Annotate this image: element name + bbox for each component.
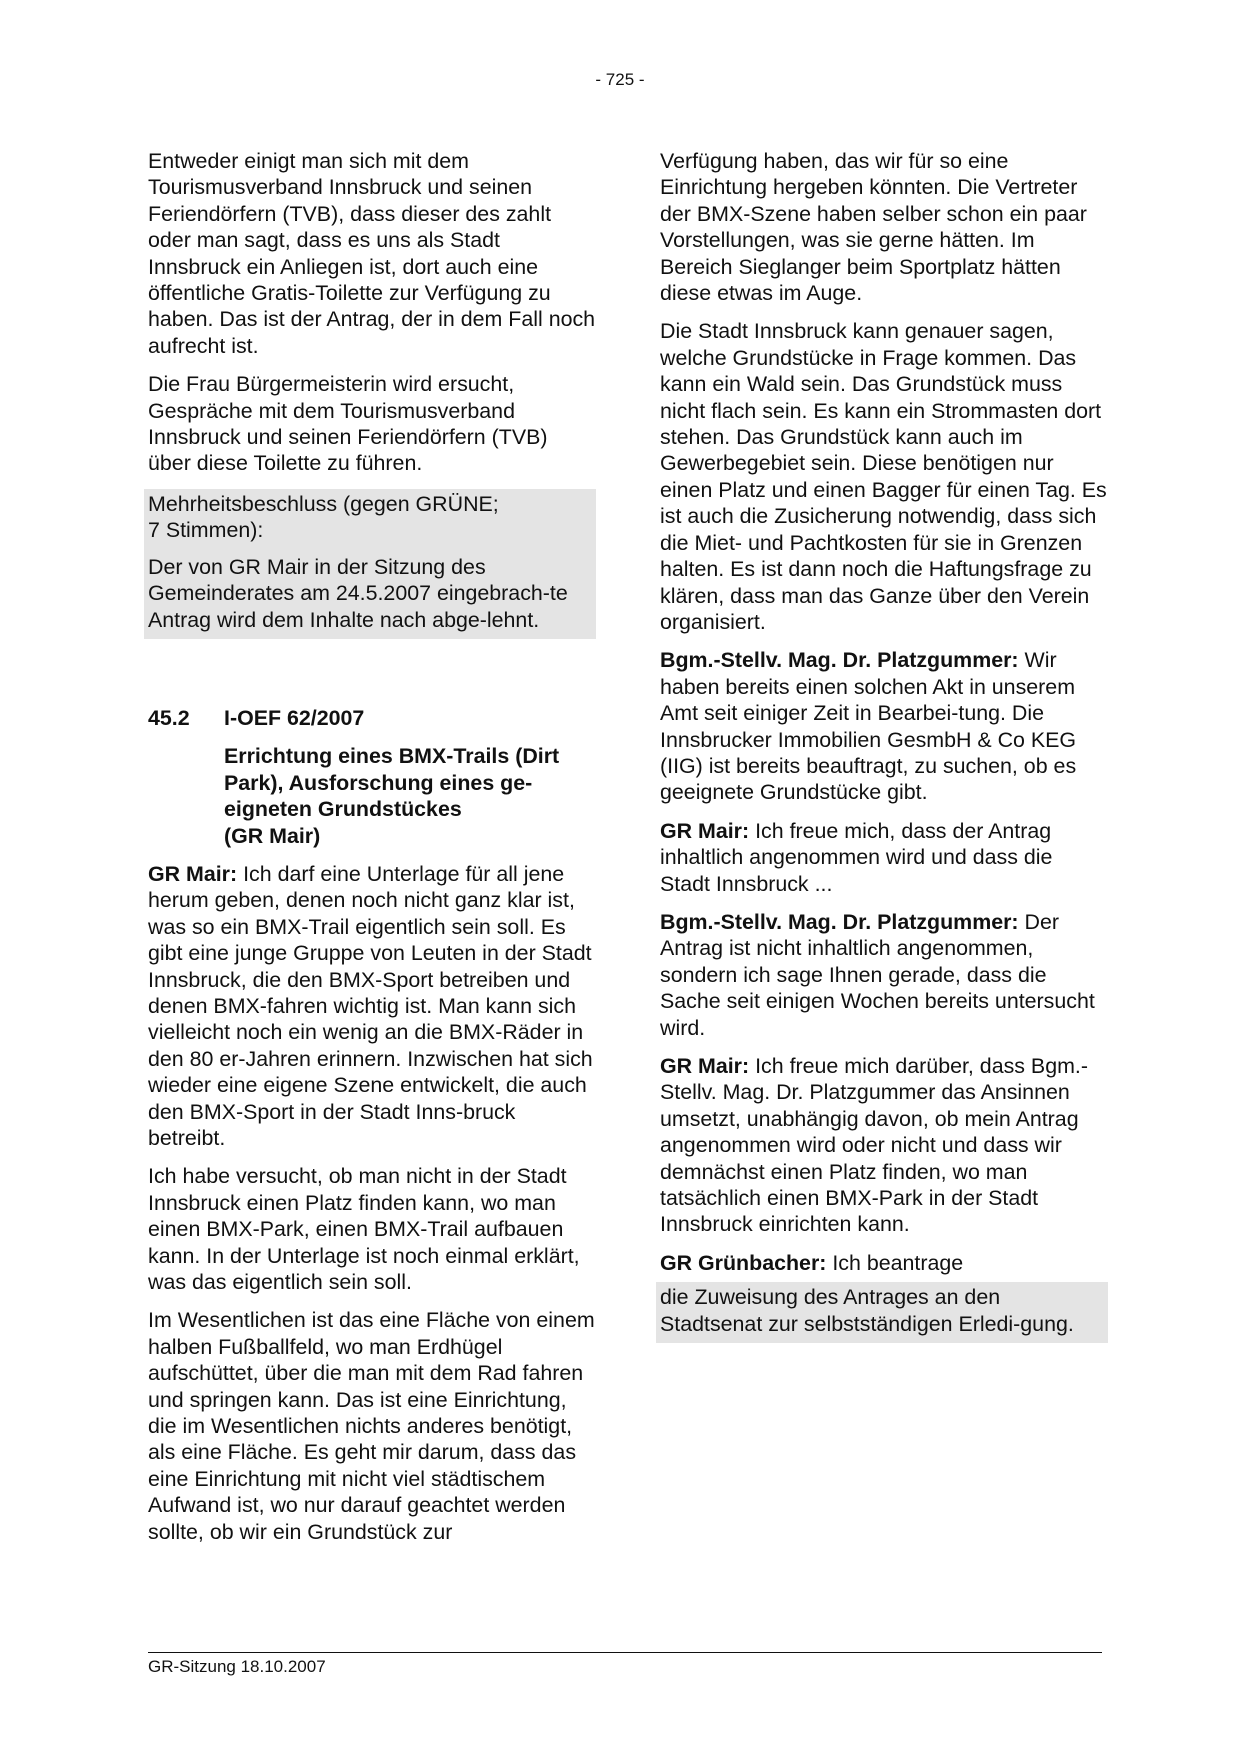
agenda-item-title-text: Errichtung eines BMX-Trails (Dirt Park), Ausforschung eines ge-eigneten Grundstückes [224,744,560,822]
speech-gr-mair-1 [148,861,596,1151]
agenda-item-title [224,743,596,849]
paragraph-continuation: Verfügung haben, das wir für so eine Einrichtung hergeben könnten. Die Vertreter der BMX-Szene haben selber schon ein paar Vorstellungen, was sie gerne hätten. Im Bereich Sieglanger beim Sportplatz hätten diese etwas im Auge. [660,149,1087,306]
decision-heading [144,489,596,554]
decision-line-2: 7 Stimmen): [148,518,264,543]
speech-gr-mair-3 [660,1053,1108,1238]
speech-gr-mair-2 [660,818,1108,897]
footer-divider [148,1652,1102,1653]
speaker-name: Bgm.-Stellv. Mag. Dr. Platzgummer: [660,909,1019,934]
page-number: - 725 - [595,70,645,89]
speaker-name: GR Grünbacher: [660,1250,827,1275]
speaker-name: GR Mair: [660,818,750,843]
agenda-item-applicant: (GR Mair) [224,823,321,848]
speaker-name: GR Mair: [148,861,238,886]
speech-text: Wir haben bereits einen solchen Akt in unserem Amt seit einiger Zeit in Bearbei-tung. Die Innsbrucker Immobilien GesmbH & Co KEG (IIG) ist bereits beauftragt, zu suchen, ob es geeignete Grundstücke gibt. [660,648,1077,805]
paragraph-request: Die Frau Bürgermeisterin wird ersucht, Gespräche mit dem Tourismusverband Innsbruck und seinen Feriendörfern (TVB) über diese Toilette zu führen. [148,372,548,476]
paragraph-toilet: Entweder einigt man sich mit dem Tourismusverband Innsbruck und seinen Feriendörfern (TVB), dass dieser des zahlt oder man sagt, dass es uns als Stadt Innsbruck ein Anliegen ist, dort auch eine öffentliche Gratis-Toilette zur Verfügung zu haben. Das ist der Antrag, der in dem Fall noch aufrecht ist. [148,149,596,358]
agenda-item-code: I-OEF 62/2007 [224,705,365,730]
left-column [148,148,596,1557]
decision-text: Der von GR Mair in der Sitzung des Gemeinderates am 24.5.2007 eingebrach-te Antrag wird dem Inhalte nach abge-lehnt. [144,554,596,639]
speech-platzgummer-1 [660,647,1108,805]
speaker-name: GR Mair: [660,1054,750,1078]
motion-text: die Zuweisung des Antrages an den Stadtsenat zur selbstständigen Erledi-gung. [656,1282,1108,1343]
speech-text: Ich freue mich darüber, dass Bgm.-Stellv. Mag. Dr. Platzgummer das Ansinnen umsetzt, unabhängig davon, ob mein Antrag angenommen wird oder nicht und dass wir demnächst einen Platz finden, wo man tatsächlich einen BMX-Park in der Stadt Innsbruck einrichten kann. [660,1054,1088,1237]
paragraph-stadt: Die Stadt Innsbruck kann genauer sagen, welche Grundstücke in Frage kommen. Das kann ein Wald sein. Das Grundstück muss nicht flach sein. Es kann ein Strommasten dort stehen. Das Grundstück kann auch im Gewerbegebiet sein. Diese benötigen nur einen Platz und einen Bagger für einen Tag. Es ist auch die Zusicherung notwendig, dass sich die Miet- und Pachtkosten für sie in Grenzen halten. Es ist dann noch die Haftungsfrage zu klären, dass man das Ganze über den Verein organisiert. [660,319,1107,634]
speaker-name: Bgm.-Stellv. Mag. Dr. Platzgummer: [660,648,1019,673]
right-column [660,148,1108,1343]
speech-gruenbacher [660,1250,1108,1276]
footer-session-date: GR-Sitzung 18.10.2007 [148,1657,326,1676]
speech-platzgummer-2 [660,909,1108,1041]
agenda-item-number: 45.2 [148,705,190,730]
speech-text: Ich darf eine Unterlage für all jene herum geben, denen noch nicht ganz klar ist, was so ein BMX-Trail eigentlich sein soll. Es gibt eine junge Gruppe von Leuten in der Stadt Innsbruck, die den BMX-Sport betreiben und denen BMX-fahren wichtig ist. Man kann sich vielleicht noch ein wenig an die BMX-Räder in den 80 er-Jahren erinnern. Inzwischen hat sich wieder eine eigene Szene entwickelt, die auch den BMX-Sport in der Stadt Inns-bruck betreibt. [148,861,593,1150]
agenda-item-header [148,705,596,731]
paragraph-flaeche: Im Wesentlichen ist das eine Fläche von einem halben Fußballfeld, wo man Erdhügel aufschüttet, über die man mit dem Rad fahren und springen kann. Das ist eine Einrichtung, die im Wesentlichen nichts anderes benötigt, als eine Fläche. Es geht mir darum, dass das eine Einrichtung mit nicht viel städtischem Aufwand ist, wo nur darauf geachtet werden sollte, ob wir ein Grundstück zur [148,1308,595,1544]
decision-line-1: Mehrheitsbeschluss (gegen GRÜNE; [148,491,499,516]
paragraph-bmx-park: Ich habe versucht, ob man nicht in der Stadt Innsbruck einen Platz finden kann, wo man einen BMX-Park, einen BMX-Trail aufbauen kann. In der Unterlage ist noch einmal erklärt, was das eigentlich sein soll. [148,1164,580,1295]
speech-text: Ich beantrage [832,1250,964,1275]
speech-text: Ich freue mich, dass der Antrag inhaltlich angenommen wird und dass die Stadt Innsbruck ... [660,818,1053,896]
speech-text: Der Antrag ist nicht inhaltlich angenommen, sondern ich sage Ihnen gerade, dass die Sache seit einigen Wochen bereits untersucht wird. [660,909,1095,1040]
